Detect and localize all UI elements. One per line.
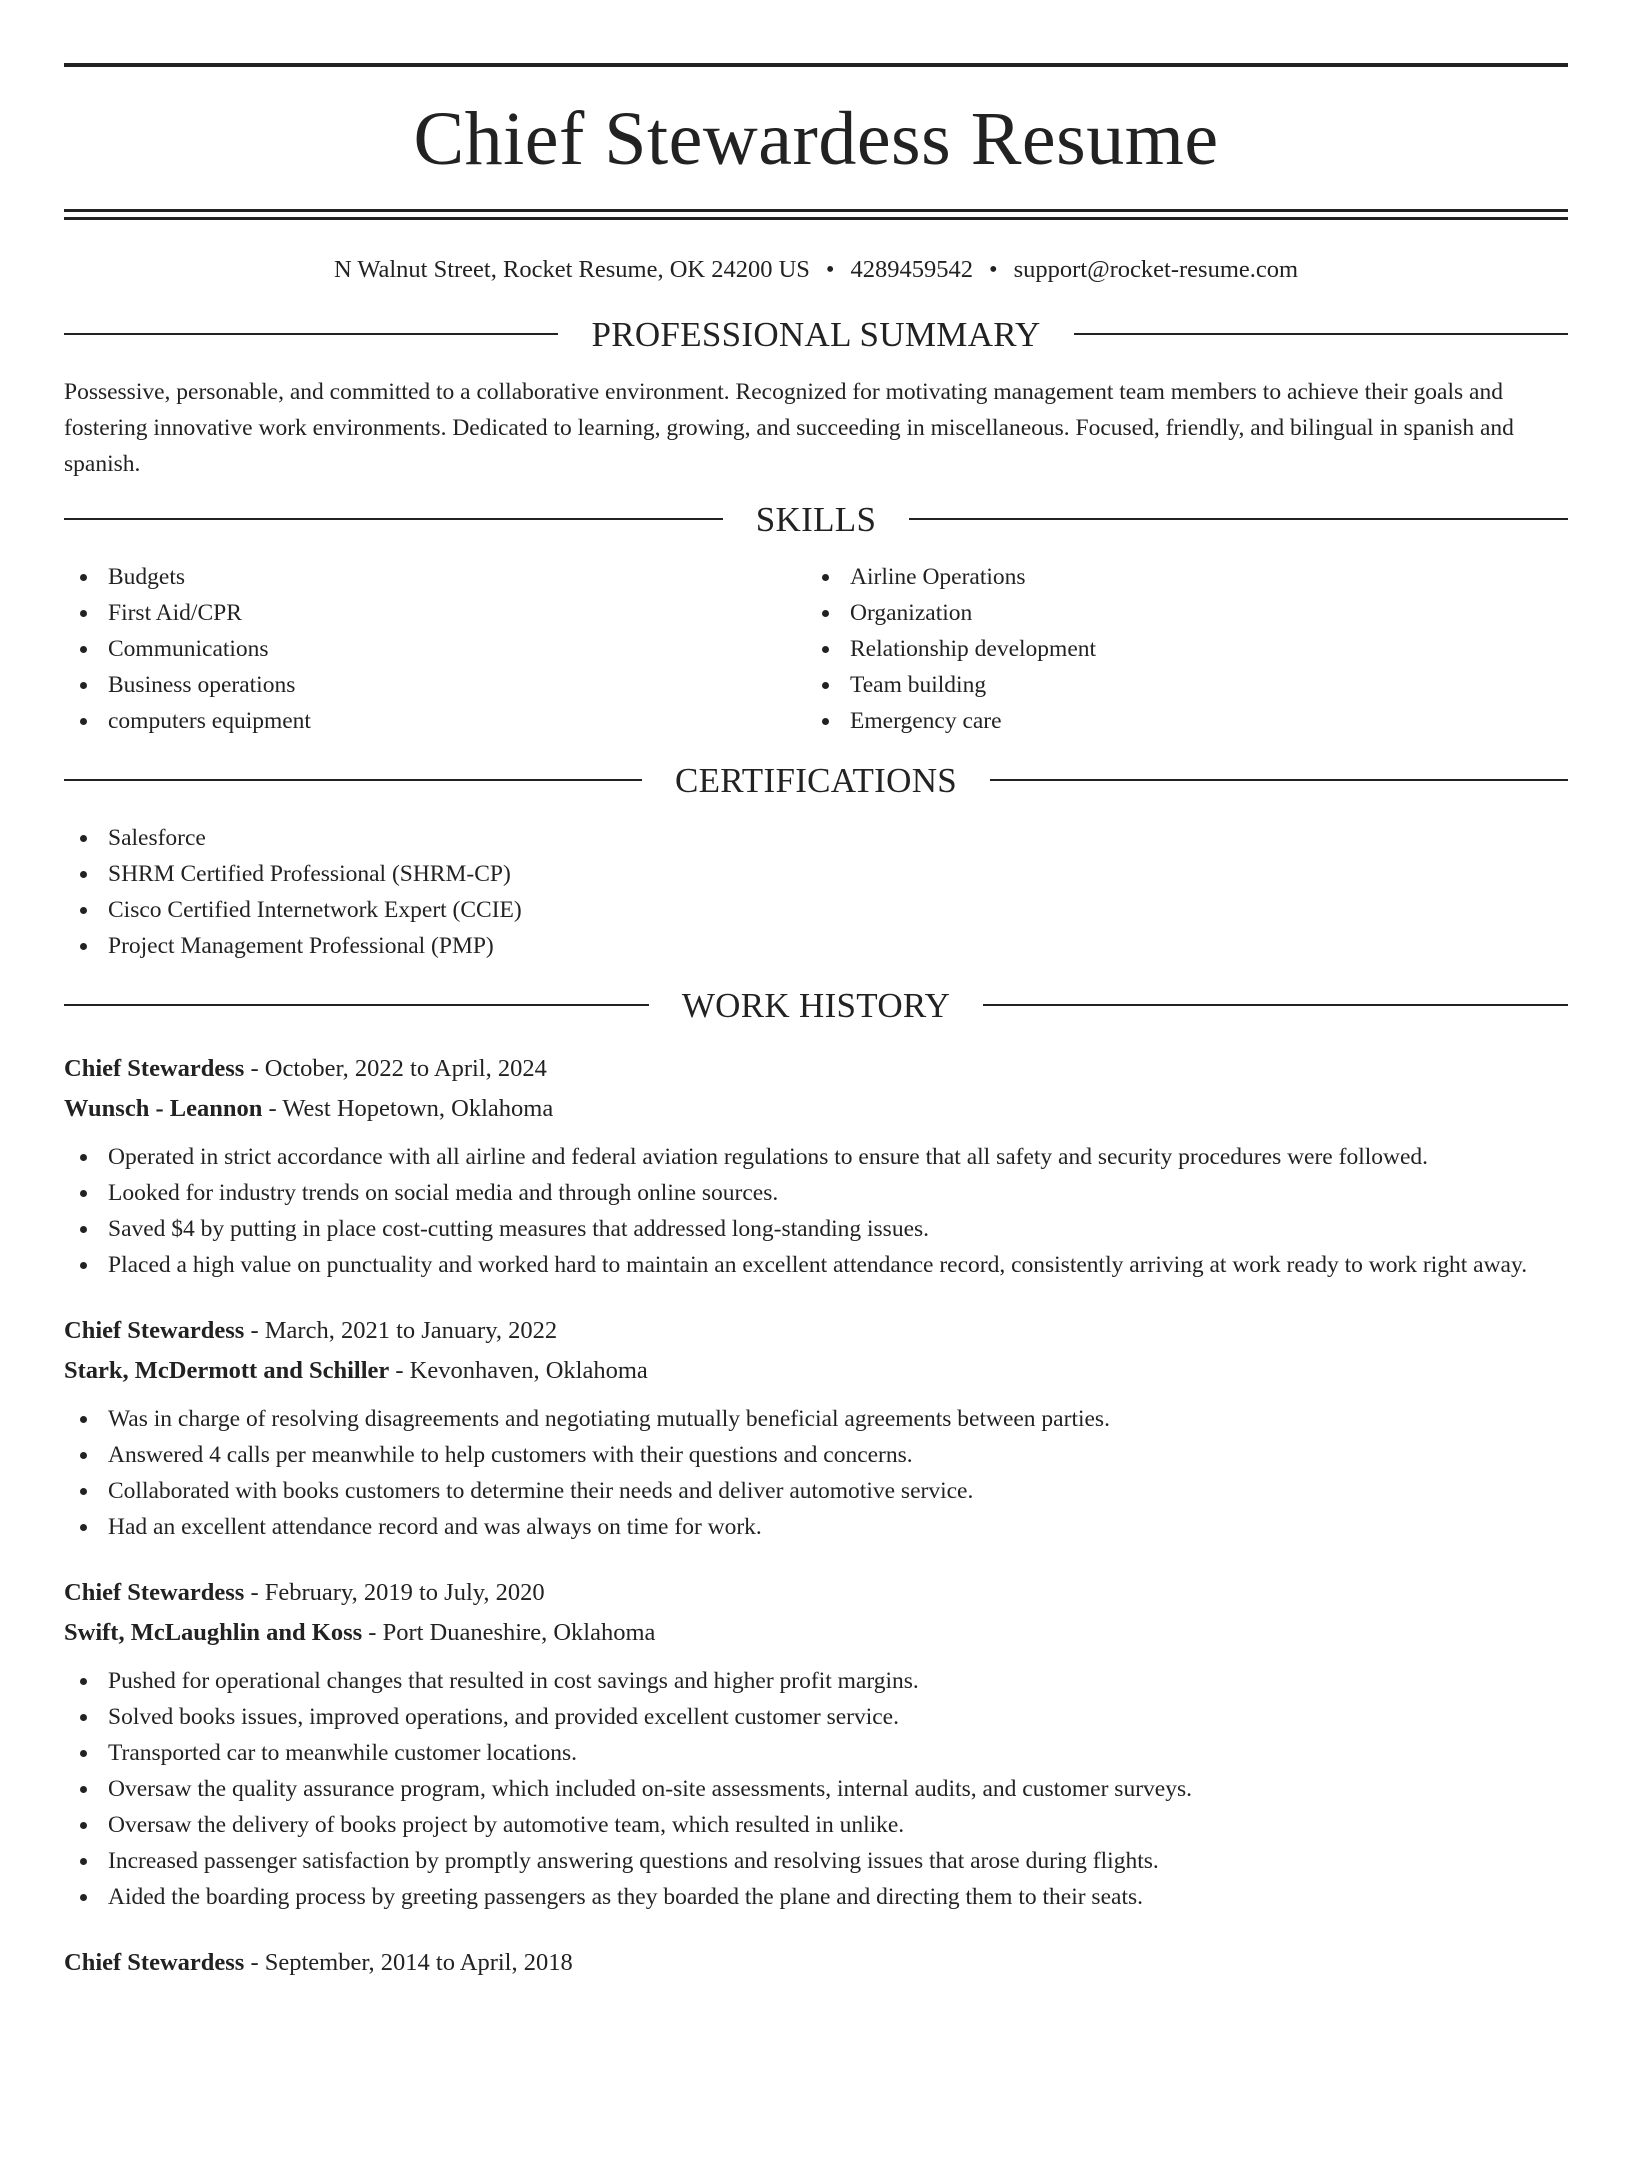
divider-line xyxy=(983,1004,1568,1006)
job-bullets xyxy=(64,1139,1568,1283)
job-location: - Port Duaneshire, Oklahoma xyxy=(362,1618,656,1646)
divider-line xyxy=(64,1004,649,1006)
divider-line xyxy=(990,779,1568,781)
resume-page xyxy=(0,63,1632,2175)
job-company-line xyxy=(64,1089,1568,1129)
skills-column-left xyxy=(64,559,806,739)
job-company: Swift, McLaughlin and Koss xyxy=(64,1618,363,1646)
list-item: Collaborated with books customers to determine their needs and deliver automotive service. xyxy=(64,1473,1568,1509)
list-item: Placed a high value on punctuality and worked hard to maintain an excellent attendance record, consistently arriving at work ready to work right away. xyxy=(64,1247,1568,1283)
list-item: Salesforce xyxy=(64,820,1568,856)
list-item: Emergency care xyxy=(806,703,1548,739)
list-item: Budgets xyxy=(64,559,806,595)
list-item: First Aid/CPR xyxy=(64,595,806,631)
list-item: Relationship development xyxy=(806,631,1548,667)
job-company-line xyxy=(64,1351,1568,1391)
summary-text: Possessive, personable, and committed to a collaborative environment. Recognized for motivating management team members to achieve their goals and fostering innovative work environments. Dedicated to learning, growing, and succeeding in miscellaneous. Focused, friendly, and bilingual in spanish and spanish. xyxy=(64,378,1514,477)
job-location: - Kevonhaven, Oklahoma xyxy=(389,1356,648,1384)
job-title-line xyxy=(64,1049,1568,1089)
list-item: computers equipment xyxy=(64,703,806,739)
skills-column-right xyxy=(806,559,1548,739)
list-item: Airline Operations xyxy=(806,559,1548,595)
job-bullets xyxy=(64,1663,1568,1915)
job-role: Chief Stewardess xyxy=(64,1578,245,1606)
job-company-line xyxy=(64,1613,1568,1653)
section-title: SKILLS xyxy=(755,499,877,539)
divider-line xyxy=(909,518,1568,520)
list-item: Increased passenger satisfaction by promptly answering questions and resolving issues that arose during flights. xyxy=(64,1843,1568,1879)
list-item: Answered 4 calls per meanwhile to help customers with their questions and concerns. xyxy=(64,1437,1568,1473)
list-item: Oversaw the quality assurance program, which included on-site assessments, internal audits, and customer surveys. xyxy=(64,1771,1568,1807)
section-header-work-history xyxy=(64,985,1568,1025)
job-dates: - September, 2014 to April, 2018 xyxy=(244,1948,573,1976)
contact-line xyxy=(64,258,1568,283)
divider-line xyxy=(64,779,642,781)
divider-line xyxy=(64,518,723,520)
section-header-summary xyxy=(64,314,1568,354)
list-item: Was in charge of resolving disagreements and negotiating mutually beneficial agreements between parties. xyxy=(64,1401,1568,1437)
section-header-skills xyxy=(64,499,1568,539)
section-title: PROFESSIONAL SUMMARY xyxy=(591,314,1041,354)
contact-address: N Walnut Street, Rocket Resume, OK 24200 US xyxy=(333,256,810,283)
contact-separator: • xyxy=(825,256,835,283)
skills-list xyxy=(64,559,1568,739)
resume-title: Chief Stewardess Resume xyxy=(413,97,1219,181)
list-item: Aided the boarding process by greeting passengers as they boarded the plane and directing them to their seats. xyxy=(64,1879,1568,1915)
contact-separator: • xyxy=(988,256,998,283)
list-item: Pushed for operational changes that resulted in cost savings and higher profit margins. xyxy=(64,1663,1568,1699)
job-dates: - March, 2021 to January, 2022 xyxy=(244,1316,558,1344)
list-item: Communications xyxy=(64,631,806,667)
contact-email: support@rocket-resume.com xyxy=(1013,256,1299,283)
divider-line xyxy=(64,333,558,335)
list-item: Transported car to meanwhile customer locations. xyxy=(64,1735,1568,1771)
list-item: Oversaw the delivery of books project by automotive team, which resulted in unlike. xyxy=(64,1807,1568,1843)
list-item: Saved $4 by putting in place cost-cutting measures that addressed long-standing issues. xyxy=(64,1211,1568,1247)
job-dates: - October, 2022 to April, 2024 xyxy=(244,1054,547,1082)
job-title-line xyxy=(64,1573,1568,1613)
list-item: Team building xyxy=(806,667,1548,703)
job-role: Chief Stewardess xyxy=(64,1316,245,1344)
job-role: Chief Stewardess xyxy=(64,1948,245,1976)
list-item: Organization xyxy=(806,595,1548,631)
job-entry xyxy=(64,1311,1568,1545)
job-dates: - February, 2019 to July, 2020 xyxy=(244,1578,545,1606)
job-bullets xyxy=(64,1401,1568,1545)
contact-phone: 4289459542 xyxy=(850,256,973,283)
list-item: Solved books issues, improved operations, and provided excellent customer service. xyxy=(64,1699,1568,1735)
list-item: Project Management Professional (PMP) xyxy=(64,928,1568,964)
job-entry xyxy=(64,1573,1568,1915)
section-header-certifications xyxy=(64,760,1568,800)
certifications-list xyxy=(64,820,1568,964)
job-location: - West Hopetown, Oklahoma xyxy=(262,1094,554,1122)
job-company: Wunsch - Leannon xyxy=(64,1094,263,1122)
list-item: Cisco Certified Internetwork Expert (CCIE) xyxy=(64,892,1568,928)
list-item: Business operations xyxy=(64,667,806,703)
job-title-line xyxy=(64,1311,1568,1351)
job-entry xyxy=(64,1049,1568,1283)
list-item: Had an excellent attendance record and was always on time for work. xyxy=(64,1509,1568,1545)
job-role: Chief Stewardess xyxy=(64,1054,245,1082)
divider-line xyxy=(1074,333,1568,335)
double-rule xyxy=(64,209,1568,220)
list-item: Operated in strict accordance with all airline and federal aviation regulations to ensure that all safety and security procedures were followed. xyxy=(64,1139,1568,1175)
top-rule xyxy=(64,63,1568,67)
job-company: Stark, McDermott and Schiller xyxy=(64,1356,390,1384)
job-entry xyxy=(64,1943,1568,1983)
job-title-line xyxy=(64,1943,1568,1983)
list-item: SHRM Certified Professional (SHRM-CP) xyxy=(64,856,1568,892)
section-title: WORK HISTORY xyxy=(681,985,951,1025)
list-item: Looked for industry trends on social media and through online sources. xyxy=(64,1175,1568,1211)
section-title: CERTIFICATIONS xyxy=(674,760,958,800)
